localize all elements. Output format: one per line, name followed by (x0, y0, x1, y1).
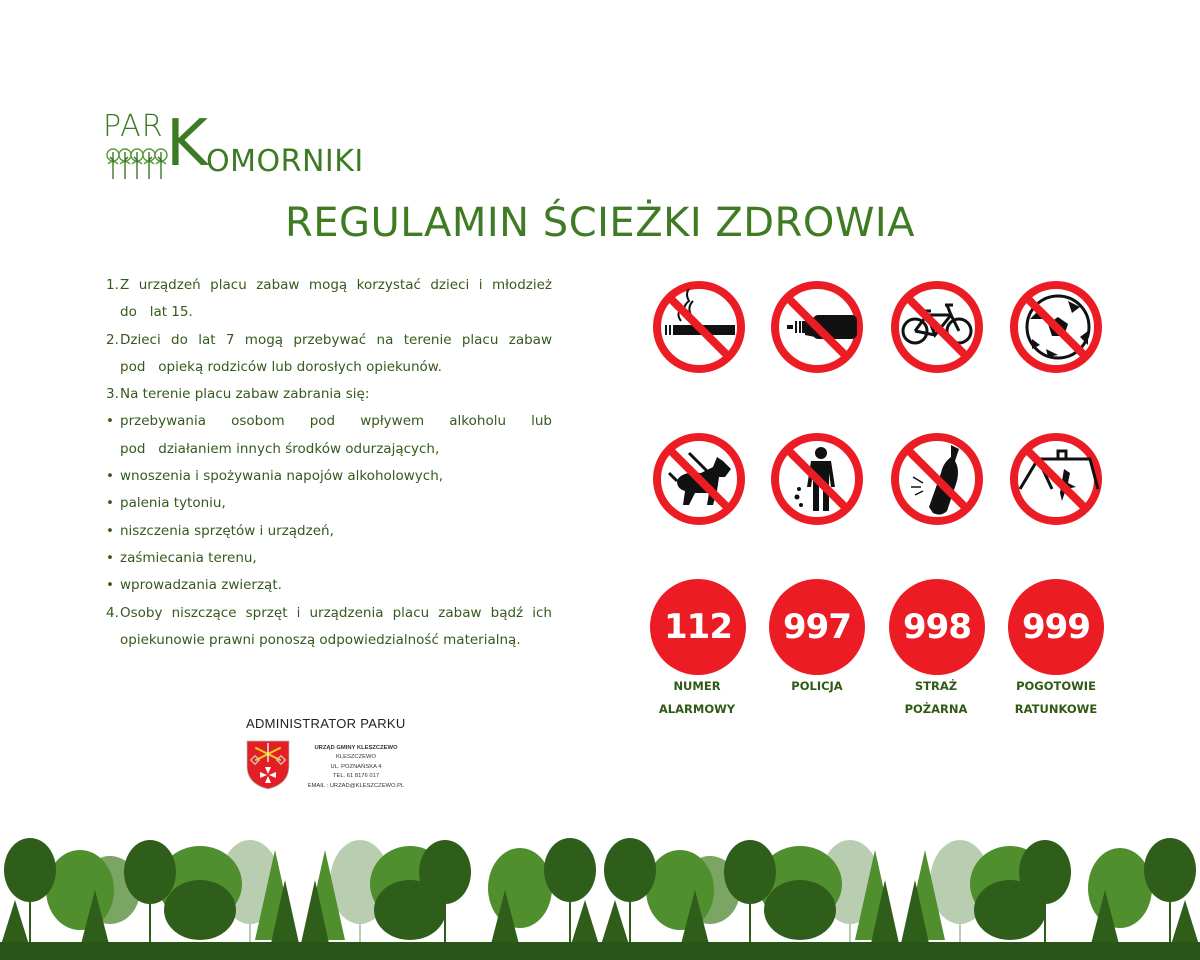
rule-text: wnoszenia i spożywania napojów alkoholowych, (120, 468, 444, 485)
emergency-number-circle: 998 (889, 579, 985, 675)
rule-number: 2. (106, 331, 119, 348)
administrator-city: KLESZCZEWO (336, 754, 376, 761)
bullet: • (106, 577, 114, 594)
rule-text: pod opieką rodziców lub dorosłych opiekunów. (120, 358, 442, 375)
page-title: REGULAMIN ŚCIEŻKI ZDROWIA (284, 200, 916, 246)
emergency-number-label (637, 675, 757, 721)
rule-subitem (106, 572, 552, 599)
administrator-name: URZĄD GMINY KLESZCZEWO (314, 745, 398, 751)
rule-number: 4. (106, 604, 119, 621)
administrator-phone: TEL. 61 8176 017 (332, 773, 380, 780)
forest-border-illustration (0, 830, 1200, 960)
label-line: POGOTOWIE (1016, 679, 1096, 693)
coat-of-arms-icon (246, 740, 290, 790)
bullet: • (106, 522, 114, 539)
logo-text-park: PAR (103, 109, 164, 144)
rule-item (106, 600, 552, 655)
bullet: • (106, 549, 114, 566)
logo-text-k: K (166, 107, 208, 181)
logo-trees-icon (105, 146, 169, 180)
rule-item (106, 381, 552, 408)
label-line: RATUNKOWE (1014, 702, 1098, 716)
no-glass-bottles-icon (889, 431, 985, 527)
rule-number: 3. (106, 386, 119, 403)
emergency-number-circle: 999 (1008, 579, 1104, 675)
rule-subitem (106, 463, 552, 490)
rule-item (106, 327, 552, 382)
no-bicycles-icon (889, 279, 985, 375)
administrator-heading: ADMINISTRATOR PARKU (246, 716, 406, 731)
logo-text-omorniki: OMORNIKI (206, 144, 364, 179)
label-line: POŻARNA (904, 702, 968, 716)
emergency-number-circle: 997 (769, 579, 865, 675)
rule-subitem (106, 490, 552, 517)
administrator-contact (296, 744, 416, 791)
no-smoking-icon (651, 279, 747, 375)
rule-text: opiekunowie prawni ponoszą odpowiedzialność materialną. (120, 631, 521, 648)
emergency-number-label (876, 675, 996, 721)
rule-text: przebywania osobom pod wpływem alkoholu lub (120, 413, 552, 430)
rule-subitem (106, 545, 552, 572)
rule-number: 1. (106, 277, 119, 293)
rule-text: palenia tytoniu, (120, 495, 226, 512)
rules-list (106, 272, 552, 654)
no-littering-icon (769, 431, 865, 527)
rule-text: Na terenie placu zabaw zabrania się: (120, 386, 370, 403)
label-line: ALARMOWY (658, 702, 736, 716)
no-e-cigarette-icon (769, 279, 865, 375)
rule-subitem (106, 518, 552, 545)
rule-text: do lat 15. (120, 304, 193, 321)
emergency-number-label (757, 675, 877, 698)
label-line: NUMER (673, 679, 721, 693)
rule-text: niszczenia sprzętów i urządzeń, (120, 522, 334, 539)
rule-text: Osoby niszczące sprzęt i urządzenia placu zabaw bądź ich (120, 604, 552, 621)
administrator-block (246, 716, 406, 789)
rule-text: pod działaniem innych środków odurzających, (120, 440, 440, 457)
no-dogs-icon (651, 431, 747, 527)
bullet: • (106, 413, 114, 430)
rule-item (106, 272, 552, 327)
emergency-number-label (996, 675, 1116, 721)
bullet: • (106, 495, 114, 512)
label-line: STRAŻ (914, 679, 958, 693)
label-line: POLICJA (791, 679, 843, 693)
administrator-street: UL. POZNAŃSKA 4 (330, 763, 382, 770)
no-climbing-icon (1008, 431, 1104, 527)
rule-text: wprowadzania zwierząt. (120, 577, 282, 594)
rule-text: zaśmiecania terenu, (120, 549, 257, 566)
rule-text: Dzieci do lat 7 mogą przebywać na terenie placu zabaw (120, 331, 552, 348)
bullet: • (106, 468, 114, 485)
emergency-number-circle: 112 (650, 579, 746, 675)
no-ball-games-icon (1008, 279, 1104, 375)
park-logo (103, 107, 373, 182)
rule-subitem (106, 408, 552, 463)
rule-text: Z urządzeń placu zabaw mogą korzystać dzieci i młodzież (120, 277, 552, 293)
administrator-email: EMAIL : URZAD@KLESZCZEWO.PL (307, 782, 405, 789)
